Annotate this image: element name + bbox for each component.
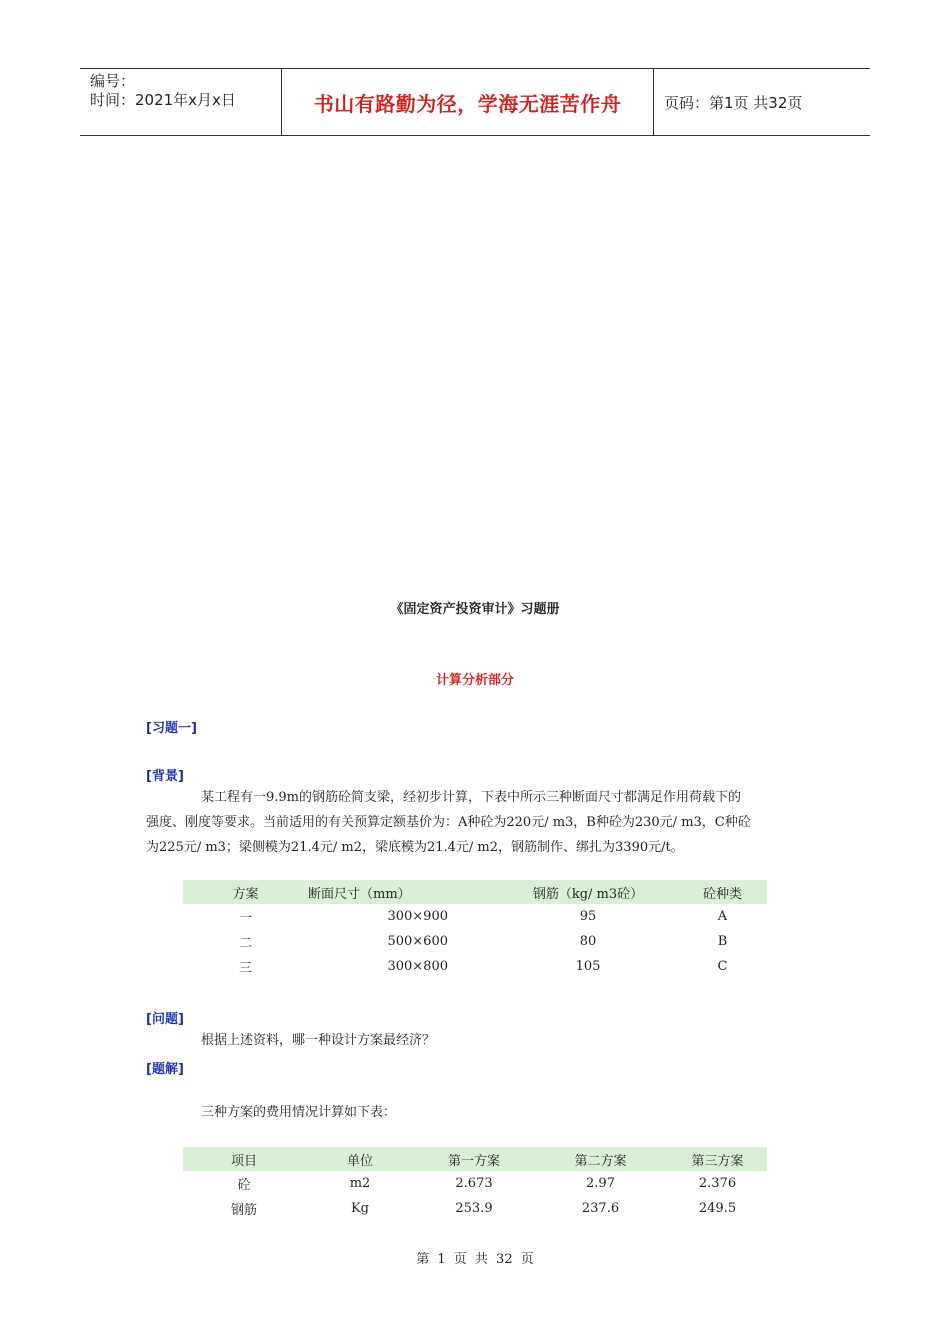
background-line-1: 某工程有一9.9m的钢筋砼简支梁，经初步计算，下表中所示三种断面尺寸都满足作用荷载下的 <box>201 790 742 805</box>
design-options-table <box>183 880 767 979</box>
table-row <box>183 1196 767 1221</box>
table-row <box>183 954 767 979</box>
section-title: 计算分析部分 <box>435 673 514 688</box>
table-cell: 500×600 <box>387 934 448 949</box>
table-cell: 300×800 <box>387 959 448 974</box>
solution-paragraph <box>146 1100 806 1125</box>
column-header: 项目 <box>183 1147 305 1171</box>
table-row <box>183 904 767 929</box>
header-meta <box>80 69 281 135</box>
table-cell: 253.9 <box>455 1201 493 1216</box>
solution-text: 三种方案的费用情况计算如下表： <box>201 1105 397 1120</box>
column-header: 方案 <box>183 880 308 904</box>
table-header-row <box>183 1147 767 1171</box>
header-page-info: 页码：第1页 共32页 <box>664 93 803 112</box>
table-cell: 2.673 <box>455 1176 493 1191</box>
solution-tag: [题解] <box>146 1062 184 1077</box>
question-text: 根据上述资料，哪一种设计方案最经济？ <box>201 1033 436 1048</box>
question-paragraph <box>146 1028 806 1053</box>
table-cell: 300×900 <box>387 909 448 924</box>
table-cell: 一 <box>238 911 252 926</box>
table-cell: 237.6 <box>581 1201 620 1216</box>
table-cell: 三 <box>238 961 252 976</box>
background-tag: [背景] <box>146 769 184 784</box>
column-header: 断面尺寸（mm） <box>308 880 498 904</box>
table-cell: 2.97 <box>586 1176 615 1191</box>
column-header: 第一方案 <box>415 1147 533 1171</box>
background-line-3: 为225元/ m3；梁侧模为21.4元/ m2，梁底模为21.4元/ m2，钢筋制作、绑扎为3390元/t。 <box>146 840 684 855</box>
table-cell: 二 <box>238 936 252 951</box>
table-cell: 80 <box>579 934 597 949</box>
exercise-tag: [习题一] <box>146 721 197 736</box>
table-cell: 249.5 <box>698 1201 737 1216</box>
document-time-label: 时间：2021年x月x日 <box>90 91 236 109</box>
table-row <box>183 1171 767 1196</box>
column-header: 第二方案 <box>533 1147 668 1171</box>
table-header-row <box>183 880 767 904</box>
document-title: 《固定资产投资审计》习题册 <box>390 602 560 617</box>
table-cell: C <box>717 959 728 974</box>
table-cell: A <box>717 909 728 924</box>
table-cell: 105 <box>575 959 601 974</box>
background-line-2: 强度、刚度等要求。当前适用的有关预算定额基价为：A种砼为220元/ m3，B种砼为230元/ m3，C种砼 <box>146 815 751 830</box>
table-cell: 砼 <box>237 1178 251 1193</box>
table-cell: 95 <box>579 909 597 924</box>
column-header: 单位 <box>305 1147 415 1171</box>
table-cell: Kg <box>350 1201 370 1216</box>
column-header: 钢筋（kg/ m3砼） <box>498 880 678 904</box>
table-cell: 2.376 <box>698 1176 737 1191</box>
table-row <box>183 929 767 954</box>
page-header <box>80 68 870 136</box>
table-cell: m2 <box>349 1176 371 1191</box>
column-header: 砼种类 <box>678 880 767 904</box>
header-motto: 书山有路勤为径，学海无涯苦作舟 <box>281 69 654 135</box>
question-tag: [问题] <box>146 1012 184 1027</box>
document-number-label: 编号： <box>90 72 136 90</box>
table-cell: B <box>717 934 728 949</box>
cost-comparison-table <box>183 1147 767 1221</box>
table-cell: 钢筋 <box>230 1203 257 1218</box>
background-paragraph <box>146 785 806 860</box>
column-header: 第三方案 <box>668 1147 767 1171</box>
page-footer: 第 1 页 共 32 页 <box>416 1252 534 1267</box>
